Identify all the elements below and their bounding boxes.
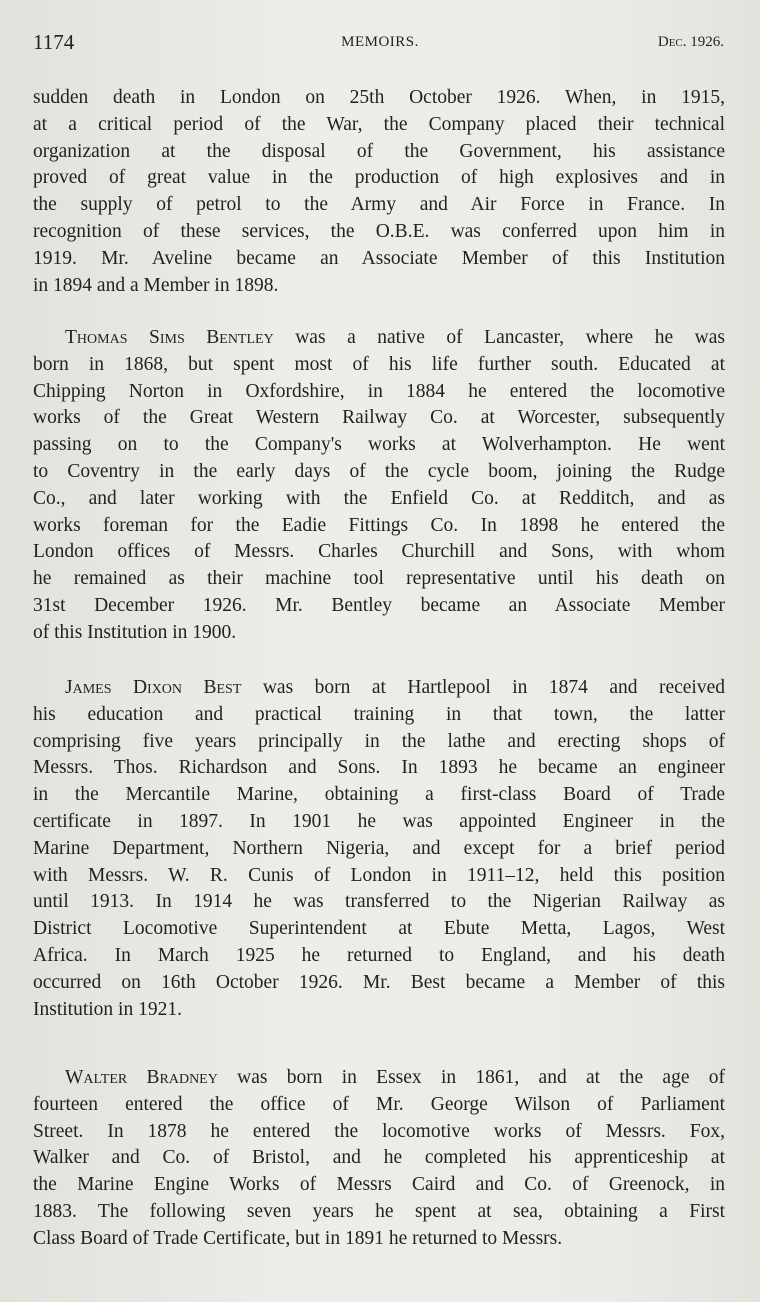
line-text: Marine Department, Northern Nigeria, and except for a brief period <box>33 837 725 859</box>
page-number: 1174 <box>33 30 75 54</box>
paragraph-bentley <box>33 325 725 647</box>
line-text: passing on to the Company's works at Wolverhampton. He went <box>33 434 725 456</box>
line-text: sudden death in London on 25th October 1926. When, in 1915, <box>33 87 725 108</box>
line-text: Messrs. Thos. Richardson and Sons. In 1893 he became an engineer <box>33 757 725 779</box>
text-line <box>33 1199 725 1226</box>
running-date: Dec. 1926. <box>657 34 724 50</box>
text-line <box>33 139 725 166</box>
line-text: proved of great value in the production of high explosives and in <box>33 167 725 189</box>
paragraph-best <box>33 675 725 1023</box>
line-text: occurred on 16th October 1926. Mr. Best became a Member of this <box>33 971 725 993</box>
line-text: Africa. In March 1925 he returned to England, and his death <box>33 944 725 966</box>
text-line <box>33 729 725 756</box>
line-text: born in 1868, but spent most of his life further south. Educated at <box>33 353 725 375</box>
text-line <box>33 165 725 192</box>
text-line <box>33 486 725 513</box>
text-line <box>33 1092 725 1119</box>
text-line <box>33 1119 725 1146</box>
line-text: the supply of petrol to the Army and Air Force in France. In <box>33 194 725 216</box>
text-line <box>33 192 725 219</box>
line-text: in 1894 and a Member in 1898. <box>33 274 279 296</box>
text-line <box>33 809 725 836</box>
line-text: works foreman for the Eadie Fittings Co. In 1898 he entered the <box>33 514 725 536</box>
text-line <box>33 675 725 702</box>
line-text: Co., and later working with the Enfield Co. at Redditch, and as <box>33 487 725 509</box>
text-line <box>33 513 725 540</box>
text-line <box>33 246 725 273</box>
line-text: 1919. Mr. Aveline became an Associate Member of this Institution <box>33 247 725 269</box>
text-line <box>33 755 725 782</box>
text-line <box>33 273 725 300</box>
text-line <box>33 112 725 139</box>
memoir-name: James Dixon Best <box>65 677 242 698</box>
text-line <box>33 1145 725 1172</box>
text-line <box>33 1172 725 1199</box>
line-text: 1883. The following seven years he spent at sea, obtaining a First <box>33 1200 725 1222</box>
line-text: Institution in 1921. <box>33 998 182 1020</box>
text-line <box>33 782 725 809</box>
text-line <box>33 379 725 406</box>
text-line <box>33 970 725 997</box>
text-line <box>33 325 725 352</box>
line-text: in the Mercantile Marine, obtaining a first-class Board of Trade <box>33 784 725 806</box>
text-line <box>33 219 725 246</box>
line-text: he remained as their machine tool representative until his death on <box>33 568 725 590</box>
line-text: of this Institution in 1900. <box>33 621 237 643</box>
memoir-name: Thomas Sims Bentley <box>65 327 274 348</box>
line-text: organization at the disposal of the Government, his assistance <box>33 140 725 162</box>
text-line <box>33 566 725 593</box>
line-text: until 1913. In 1914 he was transferred to the Nigerian Railway as <box>33 891 725 913</box>
text-line <box>33 593 725 620</box>
line-text: to Coventry in the early days of the cycle boom, joining the Rudge <box>33 460 725 482</box>
text-line <box>33 620 725 647</box>
text-line <box>33 1065 725 1092</box>
line-text: certificate in 1897. In 1901 he was appointed Engineer in the <box>33 810 725 832</box>
line-text: was born at Hartlepool in 1874 and received <box>241 677 725 698</box>
line-text: with Messrs. W. R. Cunis of London in 1911–12, held this position <box>33 864 725 886</box>
line-text: his education and practical training in that town, the latter <box>33 703 725 725</box>
paragraph-aveline <box>33 85 725 299</box>
text-line <box>33 85 725 112</box>
paragraph-bradney <box>33 1065 725 1253</box>
text-line <box>33 539 725 566</box>
text-line <box>33 916 725 943</box>
running-title: MEMOIRS. <box>341 34 419 50</box>
text-line <box>33 405 725 432</box>
text-line <box>33 863 725 890</box>
line-text: District Locomotive Superintendent at Ebute Metta, Lagos, West <box>33 918 725 940</box>
line-text: London offices of Messrs. Charles Churchill and Sons, with whom <box>33 541 725 563</box>
text-line <box>33 702 725 729</box>
line-text: recognition of these services, the O.B.E. was conferred upon him in <box>33 220 725 242</box>
line-text: fourteen entered the office of Mr. George Wilson of Parliament <box>33 1093 725 1115</box>
line-text: 31st December 1926. Mr. Bentley became an Associate Member <box>33 594 725 616</box>
line-text: was born in Essex in 1861, and at the age of <box>217 1067 725 1088</box>
line-text: works of the Great Western Railway Co. at Worcester, subsequently <box>33 407 725 429</box>
line-text: Street. In 1878 he entered the locomotive works of Messrs. Fox, <box>33 1120 725 1142</box>
line-text: comprising five years principally in the lathe and erecting shops of <box>33 730 725 752</box>
text-line <box>33 1226 725 1253</box>
line-text: at a critical period of the War, the Company placed their technical <box>33 113 725 135</box>
line-text: Chipping Norton in Oxfordshire, in 1884 he entered the locomotive <box>33 380 725 402</box>
text-line <box>33 997 725 1024</box>
text-line <box>33 432 725 459</box>
line-text: the Marine Engine Works of Messrs Caird and Co. of Greenock, in <box>33 1174 725 1196</box>
text-line <box>33 836 725 863</box>
text-line <box>33 943 725 970</box>
text-line <box>33 352 725 379</box>
line-text: Class Board of Trade Certificate, but in 1891 he returned to Messrs. <box>33 1227 563 1249</box>
memoir-name: Walter Bradney <box>65 1067 218 1088</box>
line-text: Walker and Co. of Bristol, and he completed his apprenticeship at <box>33 1147 725 1169</box>
text-line <box>33 889 725 916</box>
line-text: was a native of Lancaster, where he was <box>273 327 725 348</box>
text-line <box>33 459 725 486</box>
